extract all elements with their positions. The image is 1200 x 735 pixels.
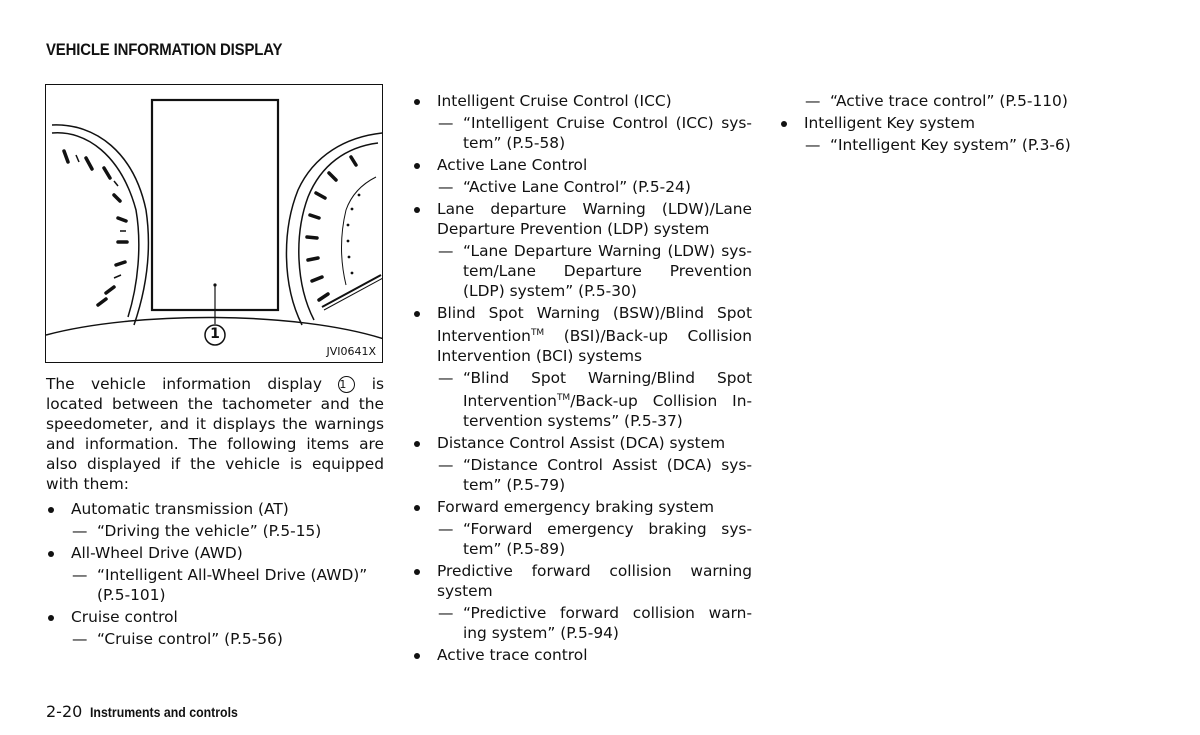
list-item: Intelligent Cruise Control (ICC) [412,91,752,111]
list-item: Distance Control Assist (DCA) system [412,433,752,453]
list-item: Automatic transmission (AT) [46,499,384,519]
page-footer [46,702,258,721]
reference: — “Intelligent Key system” (P.3-6) [805,136,1071,154]
reference: — “Active trace control” (P.5-110) [805,92,1068,110]
cluster-illustration [46,85,383,363]
reference: — “Distance Control Assist (DCA) sys- tem” (P.5-79) [438,456,752,495]
list-item: Active trace control [412,645,752,665]
column-2 [412,91,752,665]
reference: — “Cruise control” (P.5-56) [72,630,283,648]
list-item: Predictive forward collision warning system [412,561,752,601]
reference: — “Intelligent All-Wheel Drive (AWD)” (P.5-101) [72,566,368,604]
reference: — “Active Lane Control” (P.5-24) [438,178,691,196]
list-item: Cruise control [46,607,384,627]
column-3 [779,91,1109,157]
reference: — “Blind Spot Warning/Blind Spot Intervention™/Back-up Collision In- tervention systems” (P.5-37) [438,369,752,431]
chapter-title: Instruments and controls [90,704,239,720]
list-item: Active Lane Control [412,155,752,175]
list-item: Lane departure Warning (LDW)/Lane Departure Prevention (LDP) system [412,199,752,239]
callout-number: 1 [210,326,220,342]
list-item: Forward emergency braking system [412,497,752,517]
reference: — “Predictive forward collision warn- ing system” (P.5-94) [438,604,752,643]
reference: — “Forward emergency braking sys- tem” (P.5-89) [438,520,752,559]
reference: — “Driving the vehicle” (P.5-15) [72,522,322,540]
callout-marker: 1 [338,376,355,393]
instrument-cluster-figure [45,84,383,363]
section-title: VEHICLE INFORMATION DISPLAY [46,40,283,59]
page-number: 2-20 [46,702,83,721]
figure-code: JVI0641X [326,345,376,358]
list-item: Blind Spot Warning (BSW)/Blind Spot Intervention™ (BSI)/Back-up Collision Intervention (BCI) systems [412,303,752,366]
intro-paragraph: The vehicle information display 1 is located between the tachometer and the speedometer, and it displays the warnings and information. The following items are also displayed if the vehicle is equipped with them: [46,375,384,493]
list-item: Intelligent Key system [779,113,1109,133]
column-1 [46,374,384,651]
reference: — “Lane Departure Warning (LDW) sys- tem/Lane Departure Prevention (LDP) system” (P.5-30) [438,242,752,300]
list-item: All-Wheel Drive (AWD) [46,543,384,563]
reference: — “Intelligent Cruise Control (ICC) sys- tem” (P.5-58) [438,114,752,152]
